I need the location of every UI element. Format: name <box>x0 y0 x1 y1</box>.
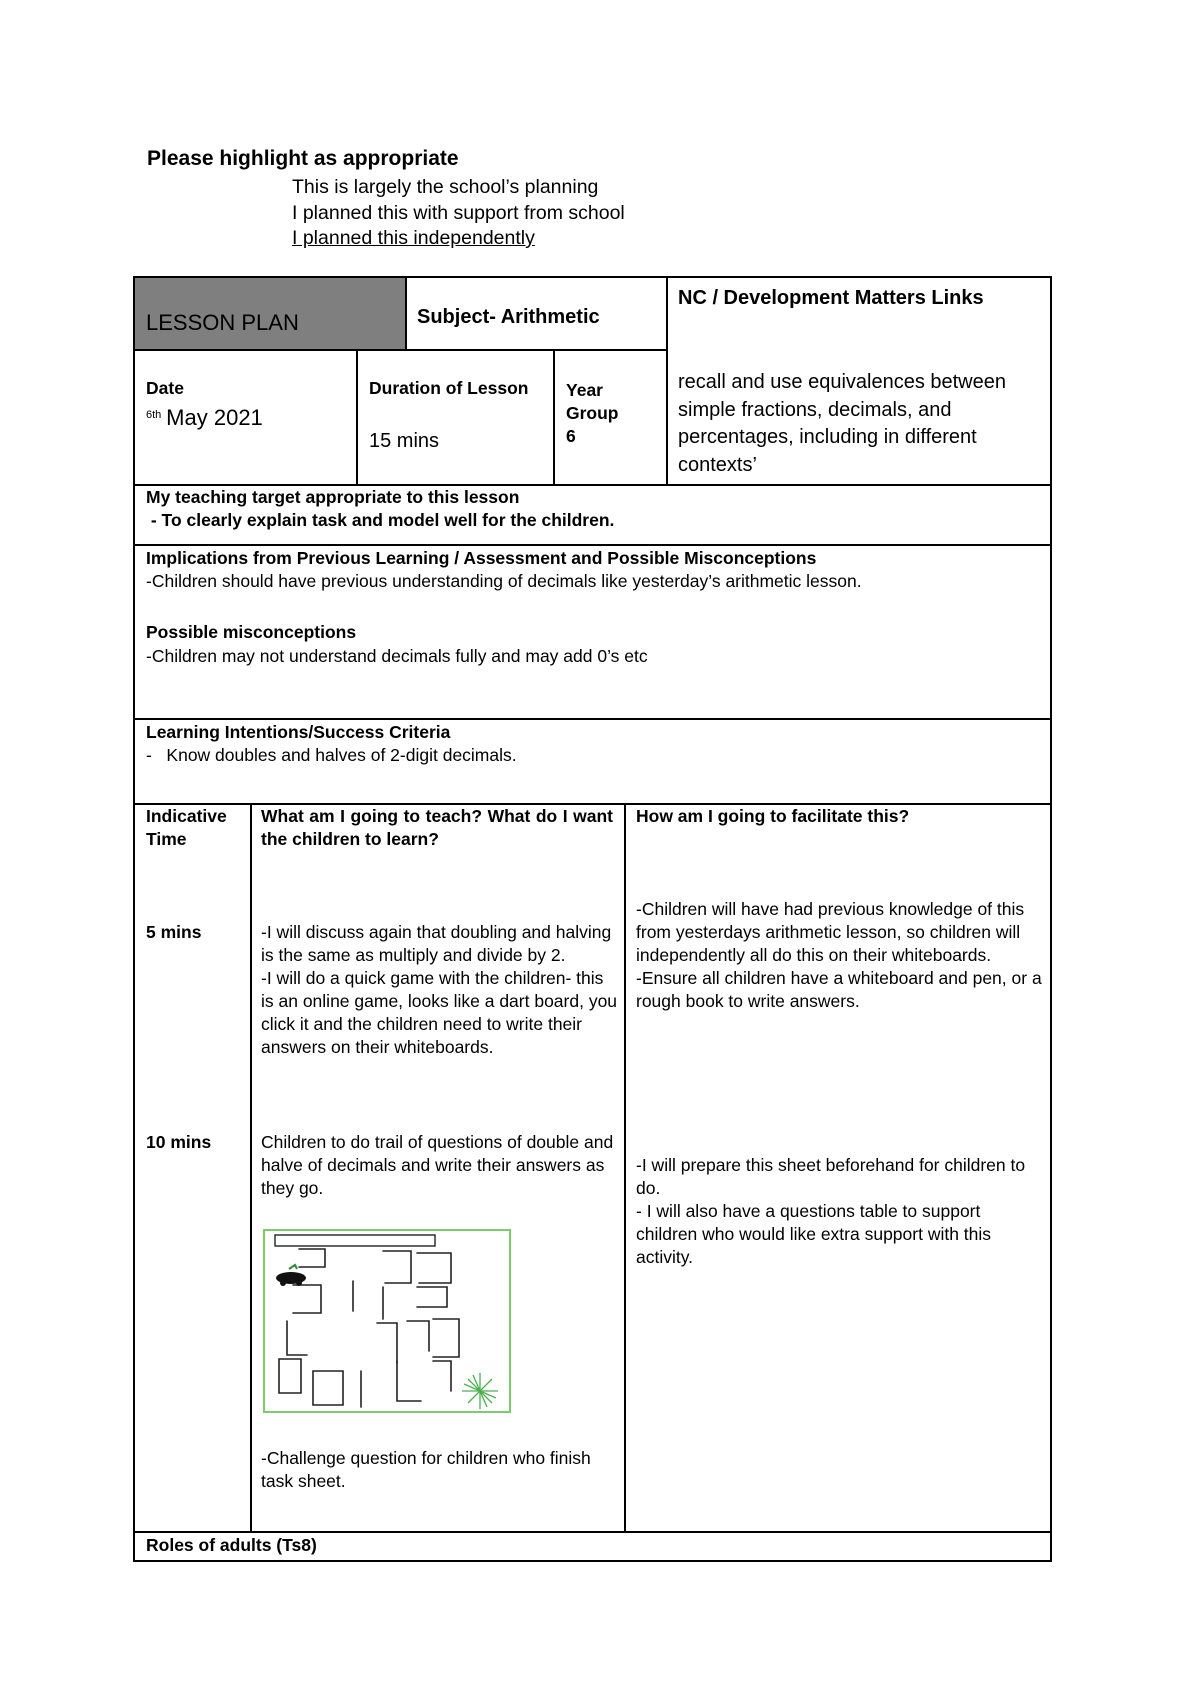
teach-block-3: -Challenge question for children who finish task sheet. <box>261 1448 591 1491</box>
maze-activity-image <box>263 1229 511 1413</box>
teaching-target-text: - To clearly explain task and model well for the children. <box>146 510 615 530</box>
nc-links-title: NC / Development Matters Links <box>678 287 984 309</box>
star-burst-icon <box>462 1373 498 1409</box>
maze-drawing <box>265 1231 509 1411</box>
option-independent: I planned this independently <box>292 227 535 249</box>
learning-intentions-title: Learning Intentions/Success Criteria <box>146 722 451 742</box>
year-group-label: Year Group <box>566 380 619 423</box>
facilitate-header: How am I going to facilitate this? <box>636 806 910 826</box>
implications-title: Implications from Previous Learning / Assessment and Possible Misconceptions <box>146 548 817 568</box>
date-month-year: May 2021 <box>166 404 263 430</box>
teaching-target-title: My teaching target appropriate to this lesson <box>146 487 520 507</box>
subject-label: Subject- Arithmetic <box>417 306 600 328</box>
misconceptions-title: Possible misconceptions <box>146 622 357 642</box>
time-10-mins: 10 mins <box>146 1132 212 1152</box>
duration-label: Duration of Lesson <box>369 378 529 398</box>
date-label: Date <box>146 378 184 398</box>
facilitate-block-2: -I will prepare this sheet beforehand for children to do. - I will also have a questions table to support children who would like extra support with this activity. <box>636 1155 1026 1267</box>
roles-of-adults-title: Roles of adults (Ts8) <box>146 1535 317 1555</box>
implications-text: -Children should have previous understanding of decimals like yesterday’s arithmetic lesson. <box>146 571 862 591</box>
teach-header: What am I going to teach? What do I want the children to learn? <box>261 806 613 849</box>
highlight-heading: Please highlight as appropriate <box>147 147 459 170</box>
option-with-support: I planned this with support from school <box>292 202 625 224</box>
lesson-plan-label: LESSON PLAN <box>146 310 299 335</box>
learning-intentions-text: - Know doubles and halves of 2-digit decimals. <box>146 745 517 765</box>
teach-block-2: Children to do trail of questions of double and halve of decimals and write their answers as they go. <box>261 1132 614 1198</box>
facilitate-block-1: -Children will have had previous knowledge of this from yesterdays arithmetic lesson, so children will independently all do this on their whiteboards. -Ensure all children have a whiteboard and pen, or a rough book to write answers. <box>636 899 1042 1011</box>
date-value <box>146 404 263 431</box>
car-icon <box>276 1265 306 1286</box>
year-group-value: 6 <box>566 426 576 446</box>
date-superscript: 6th <box>146 409 162 421</box>
misconceptions-text: -Children may not understand decimals fully and may add 0’s etc <box>146 646 648 666</box>
nc-links-text: recall and use equivalences between simple fractions, decimals, and percentages, including in different contexts’ <box>678 371 1006 476</box>
duration-value: 15 mins <box>369 430 440 452</box>
option-school-planning: This is largely the school’s planning <box>292 176 599 198</box>
teach-block-1: -I will discuss again that doubling and halving is the same as multiply and divide by 2. -I will do a quick game with the children- this is an online game, looks like a dart board, you click it and the children need to write their answers on their whiteboards. <box>261 922 618 1057</box>
indicative-time-header: Indicative Time <box>146 806 227 849</box>
time-5-mins: 5 mins <box>146 922 202 942</box>
